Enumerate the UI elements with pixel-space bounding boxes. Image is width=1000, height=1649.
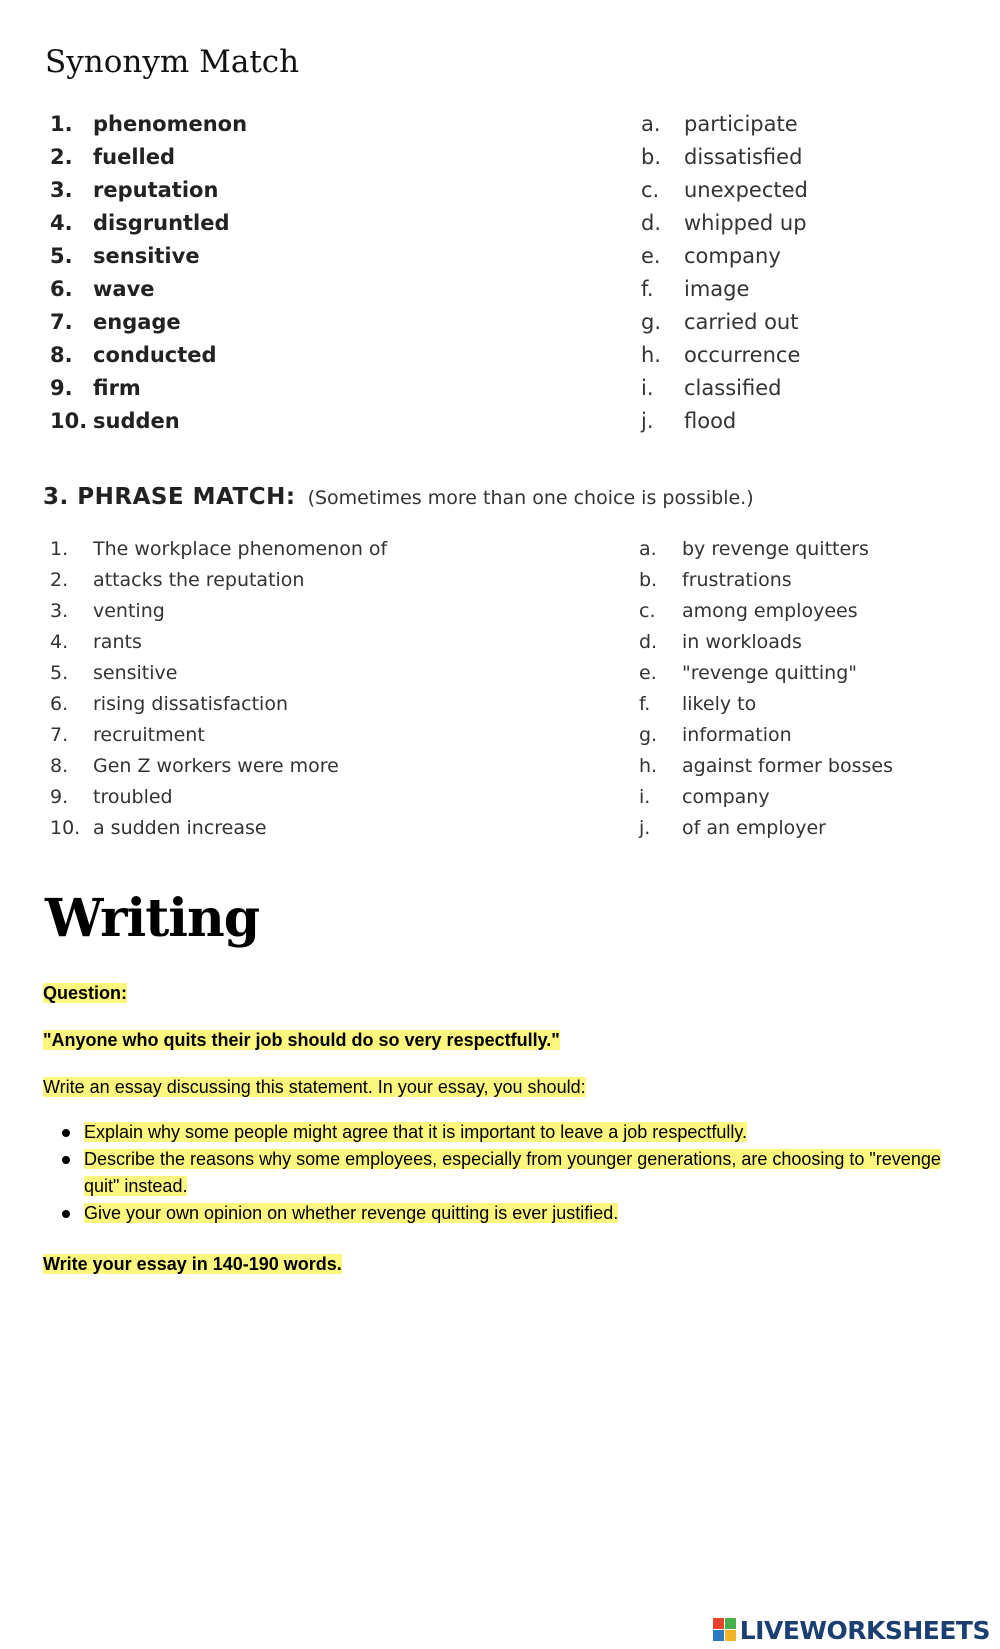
list-item: Give your own opinion on whether revenge quitting is ever justified. xyxy=(60,1200,960,1227)
synonym-match-title: Synonym Match xyxy=(45,44,300,80)
writing-title: Writing xyxy=(45,888,260,949)
logo-text: LIVEWORKSHEETS xyxy=(739,1615,990,1645)
essay-instruction: Write an essay discussing this statement. In your essay, you should: xyxy=(43,1077,586,1097)
list-item: Explain why some people might agree that it is important to leave a job respectfully. xyxy=(60,1119,960,1146)
liveworksheets-logo xyxy=(713,1615,990,1645)
phrase-match-note: (Sometimes more than one choice is possible.) xyxy=(307,487,754,509)
list-item: Describe the reasons why some employees, especially from younger generations, are choosing to "revenge quit" instead. xyxy=(60,1146,960,1200)
worksheet-page: Synonym Match 1. phenomenon 2. fuelled 3. reputation 4. disgruntled 5. sensitive 6. wave 7. engage 8. conducted 9. firm 10. sudden a. participate b. dissatisfied c. unexpected d. whipped up e. company f. image g. carried out h. occurrence i. classified j. flood 3. PHRASE MATCH: (Sometimes more than one choice is possible.) 1. The workplace phenomenon of 2. attacks the reputation 3. venting 4. rants 5. sensitive 6. rising dissatisfaction 7. recruitment 8. Gen Z workers were more 9. troubled 10. a sudden increase a. by revenge quitters b. frustrations c. among employees d. in workloads e. "revenge quitting" f. likely to g. information h. against former bosses i. company j. of an employer Writing Question: "Anyone who quits their job should do so very respectfully." Write an essay discussing this statement. In your essay, you should: Explain why some people might agree that it is important to leave a job respectfully. Describe the reasons why some employees, especially from younger generations, are choosing to "revenge quit" instead. Give your own opinion on whether revenge quitting is ever justified. Write your essay in 140-190 words. LIVEWORKSHEETS xyxy=(43,44,990,1645)
essay-points-list xyxy=(60,1119,960,1227)
phrase-match-title: 3. PHRASE MATCH: xyxy=(43,484,296,510)
bullet-icon xyxy=(62,1156,70,1164)
bullet-icon xyxy=(62,1210,70,1218)
essay-statement: "Anyone who quits their job should do so very respectfully." xyxy=(43,1030,560,1050)
word-limit: Write your essay in 140-190 words. xyxy=(43,1254,342,1274)
question-label: Question: xyxy=(43,983,127,1003)
phrase-match-heading xyxy=(43,484,754,510)
bullet-icon xyxy=(62,1129,70,1137)
logo-blocks-icon xyxy=(713,1618,737,1642)
